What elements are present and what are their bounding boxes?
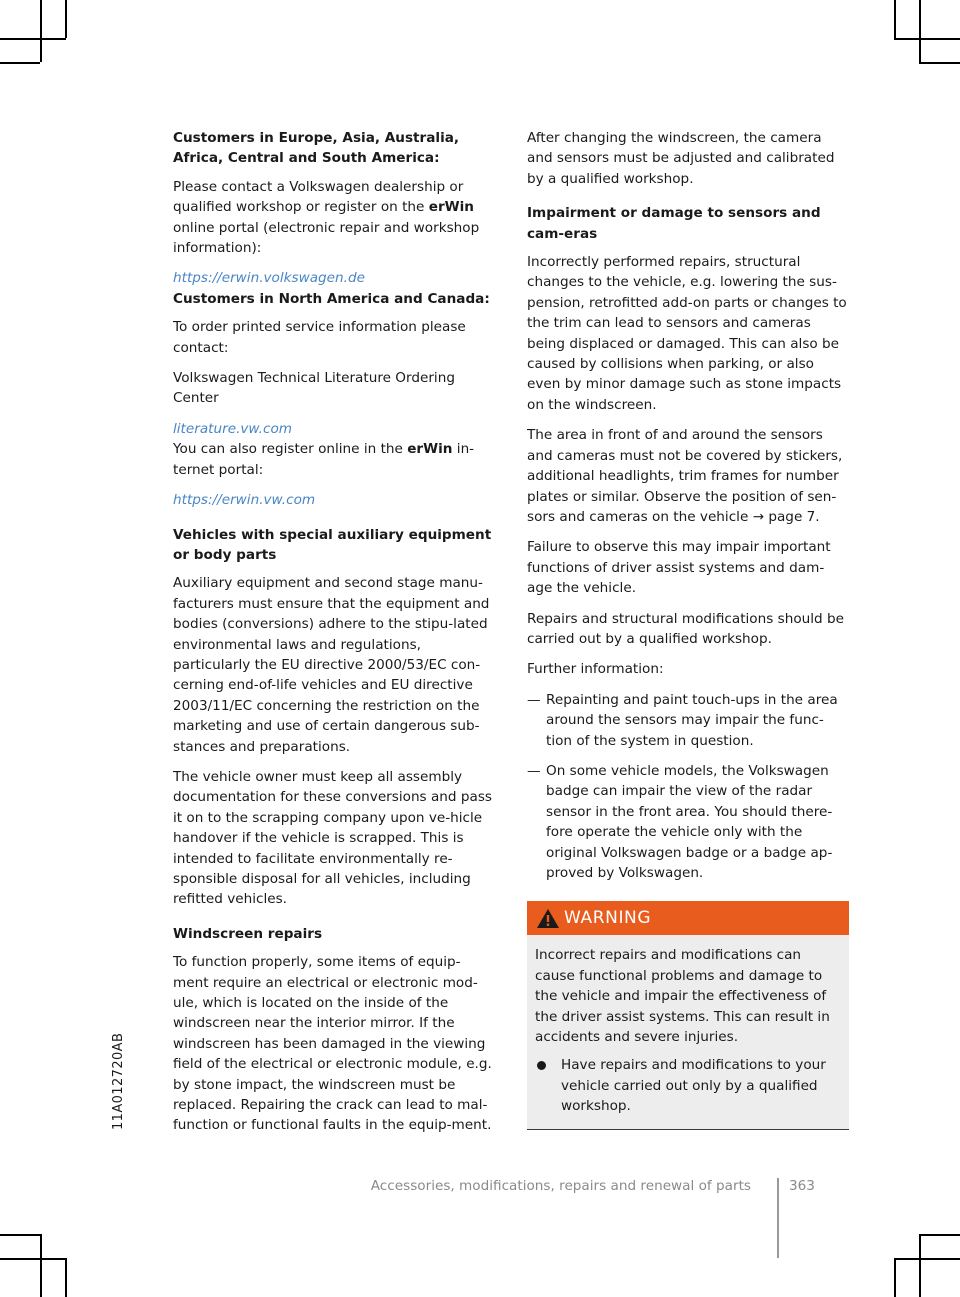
dash-icon: — bbox=[527, 691, 541, 708]
literature-link[interactable]: literature.vw.com bbox=[173, 420, 293, 437]
failure-paragraph: Failure to observe this may impair important functions of driver assist systems and dam-age the vehicle. bbox=[527, 539, 831, 597]
right-column bbox=[527, 128, 849, 1130]
crop-mark bbox=[40, 1234, 42, 1297]
windscreen-heading: Windscreen repairs bbox=[173, 925, 323, 942]
warning-bullet: Have repairs and modifications to your vehicle carried out only by a qualified workshop. bbox=[535, 1055, 841, 1116]
dash-icon: — bbox=[527, 762, 541, 779]
warning-body bbox=[527, 935, 849, 1129]
crop-mark bbox=[0, 38, 66, 40]
crop-mark bbox=[0, 62, 40, 64]
warning-triangle-icon bbox=[536, 908, 560, 929]
erwin-de-link[interactable]: https://erwin.volkswagen.de bbox=[173, 270, 365, 287]
crop-mark bbox=[894, 1258, 960, 1260]
crop-mark bbox=[894, 1258, 896, 1297]
footer-section-title: Accessories, modifications, repairs and renewal of parts bbox=[370, 1178, 751, 1194]
crop-mark bbox=[894, 38, 960, 40]
crop-mark bbox=[0, 1234, 40, 1236]
footer-divider bbox=[777, 1178, 779, 1258]
area-paragraph: The area in front of and around the sensors and cameras must not be covered by stickers, additional headlights, trim frames for number plates or similar. Observe the position of sen-sors and cameras on the vehicle → page 7. bbox=[527, 427, 843, 525]
crop-mark bbox=[894, 0, 896, 38]
calibrate-paragraph: After changing the windscreen, the camera and sensors must be adjusted and calibrated by a qualified workshop. bbox=[527, 130, 835, 187]
impairment-paragraph: Incorrectly performed repairs, structural changes to the vehicle, e.g. lowering the sus-pension, retrofitted add-on parts or changes to the trim can lead to sensors and cameras being displaced or damaged. This can also be caused by collisions when parking, or also even by minor damage such as stone impacts on the windscreen. bbox=[527, 254, 847, 413]
customers-na-heading: Customers in North America and Canada: bbox=[173, 290, 490, 307]
warning-text: Incorrect repairs and modifications can cause functional problems and damage to the vehicle and impair the effectiveness of the driver assist systems. This can result in accidents and severe injuries. bbox=[535, 947, 830, 1046]
erwin-com-link[interactable]: https://erwin.vw.com bbox=[173, 492, 316, 509]
center-paragraph: Volkswagen Technical Literature Ordering Center bbox=[173, 370, 455, 407]
arrow-right-icon: → bbox=[752, 508, 765, 525]
bullet-dot-icon bbox=[537, 1061, 546, 1070]
erwin-label: erWin bbox=[428, 199, 474, 216]
special-equipment-paragraph-1: Auxiliary equipment and second stage manu-facturers must ensure that the equipment and bodies (conversions) adhere to the stipu-lated environmental laws and regulations, particularly the EU directive 2000/53/EC con-cerning end-of-life vehicles and EU directive 2003/11/EC concerning the restriction on the marketing and use of certain dangerous sub-stances and preparations. bbox=[173, 575, 490, 755]
page-number: 363 bbox=[789, 1178, 815, 1194]
crop-mark bbox=[0, 1258, 66, 1260]
list-item: — Repainting and paint touch-ups in the area around the sensors may impair the func-tion of the system in question. bbox=[527, 691, 838, 749]
special-equipment-heading: Vehicles with special auxiliary equipment or body parts bbox=[173, 526, 492, 563]
crop-mark bbox=[65, 0, 67, 38]
list-item: — On some vehicle models, the Volkswagen badge can impair the view of the radar sensor in the front area. You should there-fore operate the vehicle only with the original Volkswagen badge or a badge ap-proved by Volkswagen. bbox=[527, 762, 833, 881]
repairs-paragraph: Repairs and structural modifications should be carried out by a qualified workshop. bbox=[527, 610, 844, 647]
further-info-label: Further information: bbox=[527, 661, 664, 678]
page-reference-link[interactable]: page 7. bbox=[764, 508, 820, 525]
document-code: 11A012720AB bbox=[111, 1032, 126, 1130]
impairment-heading: Impairment or damage to sensors and cam-eras bbox=[527, 205, 821, 242]
windscreen-paragraph: To function properly, some items of equip-ment require an electrical or electronic mod-ule, which is located on the inside of the windscreen near the interior mirror. If the windscreen has been damaged in the viewing field of the electrical or electronic module, e.g. by stone impact, the windscreen must be replaced. Repairing the crack can lead to mal-function or functional faults in the equip-ment. bbox=[173, 954, 492, 1134]
warning-title: WARNING bbox=[564, 908, 652, 929]
customers-europe-heading: Customers in Europe, Asia, Australia, Africa, Central and South America: bbox=[173, 130, 460, 167]
erwin-de-link-paragraph bbox=[173, 268, 495, 288]
erwin-label: erWin bbox=[407, 441, 453, 458]
crop-mark bbox=[65, 1258, 67, 1297]
contact-paragraph: Please contact a Volkswagen dealership or qualified workshop or register on the erWin online portal (electronic repair and workshop information): bbox=[173, 178, 480, 257]
crop-mark bbox=[919, 1234, 921, 1297]
crop-mark bbox=[919, 0, 921, 62]
left-column bbox=[173, 128, 495, 1146]
register-paragraph: You can also register online in the erWin in-ternet portal: bbox=[173, 441, 475, 478]
warning-header bbox=[527, 901, 849, 935]
crop-mark bbox=[919, 1234, 960, 1236]
order-paragraph: To order printed service information please contact: bbox=[173, 319, 466, 356]
warning-box bbox=[527, 901, 849, 1129]
crop-mark bbox=[919, 62, 960, 64]
crop-mark bbox=[40, 0, 42, 62]
erwin-com-link-paragraph bbox=[173, 490, 495, 510]
special-equipment-paragraph-2: The vehicle owner must keep all assembly documentation for these conversions and pass it on to the scrapping company upon ve-hicle handover if the vehicle is scrapped. This is intended to facilitate environmentally re-sponsible disposal for all vehicles, including refitted vehicles. bbox=[173, 768, 492, 908]
literature-link-paragraph bbox=[173, 419, 495, 439]
further-info-list bbox=[527, 690, 849, 884]
